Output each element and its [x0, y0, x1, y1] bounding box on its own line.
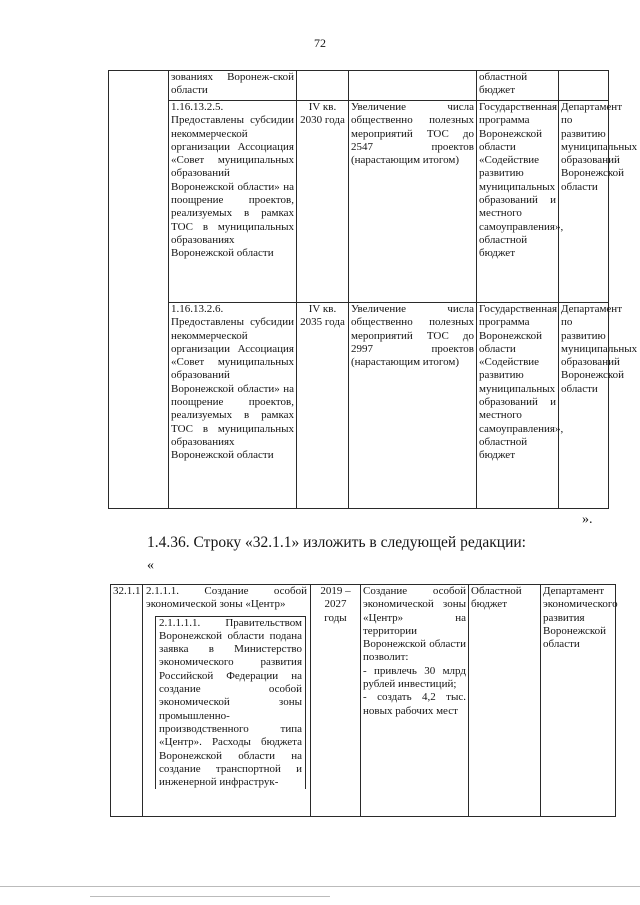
table-cell-result: Увеличение числа общественно полезных мероприятий ТОС до 2547 проектов (нарастающим итогом) — [349, 101, 477, 303]
table-row — [111, 585, 616, 817]
table-cell-code: 32.1.1 — [111, 585, 143, 817]
table-row — [109, 101, 609, 303]
table-cell-measure: 1.16.13.2.5. Предоставлены субсидии некоммерческой организации Ассоциация «Совет муниципальных образований Воронежской области» на поощрение проектов, реализуемых в рамках ТОС в муниципальных образованиях Воронежской области — [169, 101, 297, 303]
table-cell-source: областной бюджет — [477, 71, 559, 101]
page-number: 72 — [314, 36, 326, 50]
result-item: - привлечь 30 млрд рублей инвестиций; — [363, 664, 466, 691]
footer-divider — [90, 896, 330, 897]
sub-measure-text: 2.1.1.1.1. Правительством Воронежской области подана заявка в Министерство экономического развития Российской Федерации на создание особой экономической зоны промышленно-производственного типа «Центр». Расходы бюджета Воронежской области на создание транспортной и инженерной инфраструк- — [155, 616, 306, 790]
table-cell-result — [349, 71, 477, 101]
opening-quote: « — [147, 558, 154, 573]
amendment-instruction: 1.4.36. Строку «32.1.1» изложить в следующей редакции: — [147, 534, 526, 551]
measure-title: 2.1.1.1. Создание особой экономической зоны «Центр» — [146, 585, 307, 611]
result-intro: Создание особой экономической зоны «Центр» на территории Воронежской области позволит: — [363, 585, 466, 664]
table-cell-executor — [559, 71, 609, 101]
table-cell-measure: зованиях Воронеж-ской области — [169, 71, 297, 101]
table-cell-deadline: IV кв. 2035 года — [297, 303, 349, 509]
table-cell-deadline: IV кв. 2030 года — [297, 101, 349, 303]
continuation-table — [108, 70, 638, 509]
footer-divider — [0, 886, 640, 887]
table-cell-source: Государственная программа Воронежской области «Содействие развитию муниципальных образований и местного самоуправления», областной бюджет — [477, 101, 559, 303]
table-cell-code — [109, 71, 169, 509]
table-cell-executor: Департамент экономического развития Воронежской области — [541, 585, 616, 817]
new-row-table — [110, 584, 616, 817]
table-cell-deadline: 2019 – 2027 годы — [311, 585, 361, 817]
closing-quote: ». — [582, 512, 593, 527]
table-cell-source: Государственная программа Воронежской области «Содействие развитию муниципальных образований и местного самоуправления», областной бюджет — [477, 303, 559, 509]
table-row — [109, 71, 609, 101]
table-cell-deadline — [297, 71, 349, 101]
table-cell-source: Областной бюджет — [469, 585, 541, 817]
table-cell-result — [361, 585, 469, 817]
table-cell-result: Увеличение числа общественно полезных мероприятий ТОС до 2997 проектов (нарастающим итогом) — [349, 303, 477, 509]
result-item: - создать 4,2 тыс. новых рабочих мест — [363, 691, 466, 717]
table-cell-measure: 1.16.13.2.6. Предоставлены субсидии некоммерческой организации Ассоциация «Совет муниципальных образований Воронежской области» на поощрение проектов, реализуемых в рамках ТОС в муниципальных образованиях Воронежской области — [169, 303, 297, 509]
table-cell-executor: Департамент по развитию муниципальных образований Воронежской области — [559, 303, 609, 509]
table-row — [109, 303, 609, 509]
table-cell-measure — [143, 585, 311, 817]
table-cell-executor: Департамент по развитию муниципальных образований Воронежской области — [559, 101, 609, 303]
